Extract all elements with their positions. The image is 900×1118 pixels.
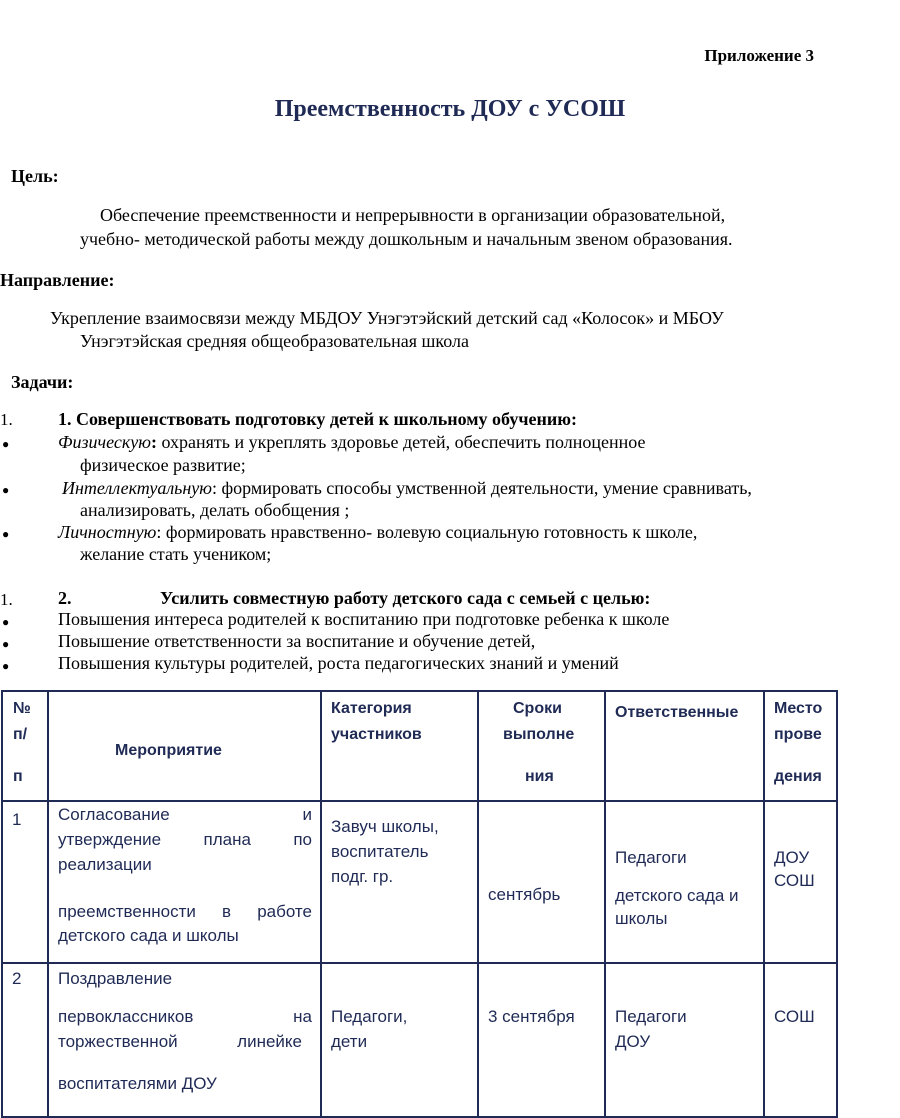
task1-item-3-line1: Личностную: формировать нравственно- волевую социальную готовность к школе,: [58, 522, 698, 542]
header-place-line: Место: [774, 700, 823, 717]
responsible-line: Педагоги: [615, 1007, 687, 1026]
header-event: [48, 691, 321, 801]
task2-prefix: 2.: [58, 588, 72, 608]
bullet-icon: ●: [2, 659, 10, 673]
category-line: Педагоги,: [331, 1007, 408, 1026]
page-title: Преемственность ДОУ с УСОШ: [274, 96, 626, 122]
appendix-label: Приложение 3: [704, 46, 814, 65]
header-category: [321, 691, 478, 801]
bullet-icon: ●: [2, 615, 10, 629]
event-line: детского сада и школы: [58, 926, 239, 945]
event-line: Поздравление: [58, 969, 173, 988]
row-event-cell: [48, 963, 321, 1117]
place-line: СОШ: [774, 1007, 815, 1026]
plan-table: [1, 690, 838, 1118]
task1-item-3-line2: желание стать учеником;: [80, 544, 272, 564]
row-place-cell: [764, 801, 837, 963]
task1-list-number: 1.: [0, 410, 13, 429]
direction-text-line2: Унэгэтэйская средняя общеобразовательная школа: [80, 331, 469, 351]
event-line: утверждение плана по: [58, 830, 312, 849]
header-terms-line: выполне: [503, 726, 575, 743]
header-num-line: п: [13, 768, 23, 785]
row-num-cell: [2, 963, 48, 1117]
bullet-icon: ●: [2, 483, 10, 497]
header-category-line: участников: [331, 726, 422, 743]
event-line: реализации: [58, 855, 152, 874]
task2-item-2: Повышение ответственности за воспитание и обучение детей,: [58, 631, 536, 651]
row-num: 1: [12, 810, 22, 829]
category-line: дети: [331, 1032, 368, 1051]
header-responsible: [605, 691, 764, 801]
header-place-line: дения: [774, 768, 822, 785]
table-row: [2, 963, 837, 1117]
task2-item-3: Повышения культуры родителей, роста педагогических знаний и умений: [58, 653, 619, 673]
header-place-line: прове: [774, 726, 822, 743]
bullet-icon: ●: [2, 437, 10, 451]
category-line: воспитатель: [331, 842, 429, 861]
responsible-line: детского сада и: [615, 886, 739, 905]
task2-list-number: 1.: [0, 590, 13, 609]
header-event-label: Мероприятие: [115, 742, 222, 759]
task1-heading: 1. Совершенствовать подготовку детей к школьному обучению:: [58, 409, 577, 429]
row-terms-cell: [478, 963, 605, 1117]
row-responsible-cell: [605, 963, 764, 1117]
table-header-row: [2, 691, 837, 801]
event-line: преемственности в работе: [58, 902, 312, 921]
goal-text-line1: Обеспечение преемственности и непрерывности в организации образовательной,: [100, 205, 726, 225]
place-line: СОШ: [774, 871, 815, 890]
header-num-line: п/: [13, 726, 28, 743]
terms-text: 3 сентября: [488, 1007, 575, 1026]
responsible-line: школы: [615, 909, 668, 928]
event-line: Согласование и: [58, 805, 312, 824]
direction-text-line1: Укрепление взаимосвязи между МБДОУ Унэгэтэйский детский сад «Колосок» и МБОУ: [50, 308, 724, 328]
header-terms: [478, 691, 605, 801]
category-line: Завуч школы,: [331, 817, 439, 836]
event-line: воспитателями ДОУ: [58, 1074, 217, 1093]
header-terms-line: ния: [525, 768, 554, 785]
direction-label: Направление:: [0, 270, 115, 290]
terms-text: сентябрь: [488, 885, 561, 904]
table-row: [2, 801, 837, 963]
header-category-line: Категория: [331, 700, 412, 717]
task1-item-2-line1: Интеллектуальную: формировать способы умственной деятельности, умение сравнивать,: [62, 478, 752, 498]
task2-heading: Усилить совместную работу детского сада с семьей с целью:: [160, 588, 651, 608]
header-place: [764, 691, 837, 801]
row-place-cell: [764, 963, 837, 1117]
row-category-cell: [321, 801, 478, 963]
category-line: подг. гр.: [331, 867, 394, 886]
row-num: 2: [12, 969, 22, 988]
place-line: ДОУ: [774, 848, 810, 867]
row-responsible-cell: [605, 801, 764, 963]
header-terms-line: Сроки: [513, 700, 562, 717]
task2-item-1: Повышения интереса родителей к воспитанию при подготовке ребенка к школе: [58, 609, 670, 629]
responsible-line: Педагоги: [615, 848, 687, 867]
row-event-cell: [48, 801, 321, 963]
event-line: первоклассников на: [58, 1007, 312, 1026]
goal-label: Цель:: [11, 166, 59, 186]
task1-item-1-line2: физическое развитие;: [80, 455, 246, 475]
bullet-icon: ●: [2, 527, 10, 541]
row-terms-cell: [478, 801, 605, 963]
responsible-line: ДОУ: [615, 1032, 651, 1051]
row-category-cell: [321, 963, 478, 1117]
tasks-label: Задачи:: [11, 372, 74, 392]
task1-item-2-line2: анализировать, делать обобщения ;: [80, 500, 350, 520]
header-num-line: №: [13, 700, 31, 717]
task1-item-1-line1: Физическую: охранять и укреплять здоровье детей, обеспечить полноценное: [58, 432, 646, 452]
event-line: торжественной линейке: [58, 1032, 302, 1051]
row-num-cell: [2, 801, 48, 963]
bullet-icon: ●: [2, 637, 10, 651]
header-responsible-label: Ответственные: [615, 704, 739, 721]
goal-text-line2: учебно- методической работы между дошкольным и начальным звеном образования.: [80, 229, 733, 249]
header-num: [2, 691, 48, 801]
